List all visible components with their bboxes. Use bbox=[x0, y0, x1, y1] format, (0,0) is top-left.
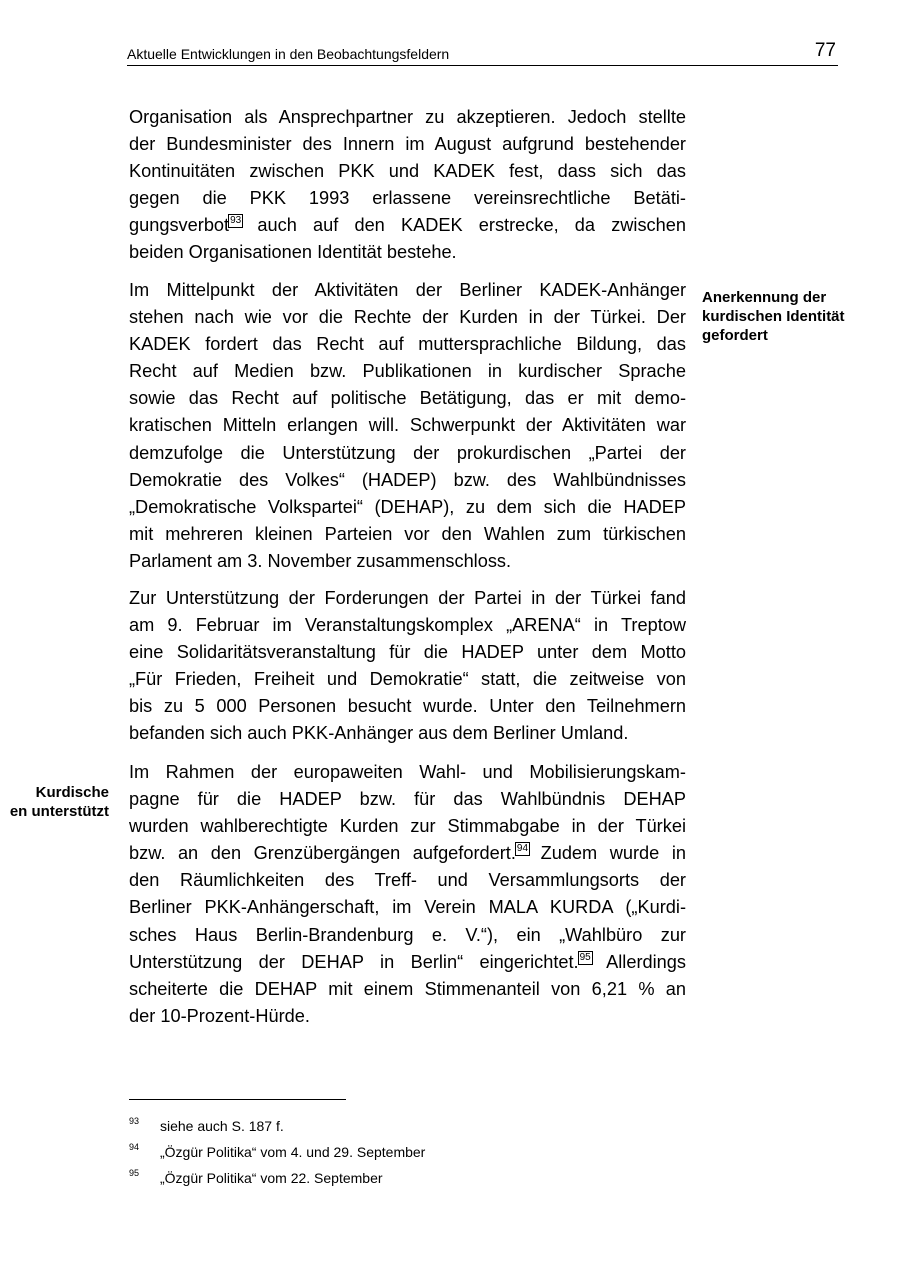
footnote-text: siehe auch S. 187 f. bbox=[160, 1118, 284, 1134]
footnote-reference[interactable]: 94 bbox=[516, 843, 529, 855]
text-line: scheiterte die DEHAP mit einem Stimmenanteil von 6,21 % an bbox=[129, 978, 686, 999]
footnote-reference[interactable]: 95 bbox=[579, 951, 591, 963]
footnote-text: „Özgür Politika“ vom 22. September bbox=[160, 1170, 383, 1186]
footnote-number: 94 bbox=[129, 1142, 140, 1152]
text-line: eine Solidaritätsveranstaltung für die HADEP unter dem Motto bbox=[129, 642, 686, 663]
text-line: wurden wahlberechtigte Kurden zur Stimmabgabe in der Türkei bbox=[129, 816, 686, 837]
paragraph-4 bbox=[129, 759, 686, 1030]
text-line bbox=[129, 949, 686, 976]
margin-note-line: kurdischen Identität bbox=[702, 308, 845, 325]
footnote-number: 93 bbox=[129, 1116, 140, 1126]
margin-note-line: en unterstützt bbox=[9, 803, 109, 820]
text-line: der Bundesminister des Innern im August aufgrund bestehender bbox=[129, 134, 686, 155]
text-line: sowie das Recht auf politische Betätigung, das er mit demo- bbox=[129, 388, 686, 409]
text-line: „Demokratische Volkspartei“ (DEHAP), zu dem sich die HADEP bbox=[129, 496, 686, 517]
paragraph-3 bbox=[129, 585, 686, 748]
text-line: beiden Organisationen Identität bestehe. bbox=[129, 242, 457, 263]
text-segment: Unterstützung der DEHAP in Berlin“ eingerichtet. bbox=[129, 951, 579, 972]
text-line bbox=[129, 212, 686, 239]
margin-note-support bbox=[10, 783, 109, 821]
text-segment: auch auf den KADEK erstrecke, da zwischen bbox=[241, 215, 686, 236]
text-line bbox=[129, 840, 686, 867]
text-segment: Zudem wurde in bbox=[528, 843, 686, 864]
text-line: Im Mittelpunkt der Aktivitäten der Berliner KADEK-Anhänger bbox=[129, 280, 686, 300]
text-line: Demokratie des Volkes“ (HADEP) bzw. des Wahlbündnisses bbox=[129, 469, 686, 490]
text-line: bis zu 5 000 Personen besucht wurde. Unter den Teilnehmern bbox=[129, 696, 686, 717]
text-line: sches Haus Berlin-Brandenburg e. V.“), ein „Wahlbüro zur bbox=[129, 924, 686, 945]
footnote-number: 95 bbox=[129, 1168, 140, 1178]
text-segment: Allerdings bbox=[590, 951, 686, 972]
paragraph-1 bbox=[129, 104, 686, 267]
text-line: stehen nach wie vor die Rechte der Kurden in der Türkei. Der bbox=[129, 307, 686, 328]
text-line: gegen die PKK 1993 erlassene vereinsrechtliche Betäti- bbox=[129, 188, 686, 209]
page-number: 77 bbox=[814, 40, 836, 61]
text-line: Parlament am 3. November zusammenschloss. bbox=[129, 550, 512, 571]
margin-note-line: Anerkennung der bbox=[702, 289, 827, 306]
paragraph-2 bbox=[129, 277, 686, 575]
text-line: kratischen Mitteln erlangen will. Schwerpunkt der Aktivitäten war bbox=[129, 415, 686, 436]
text-line: Organisation als Ansprechpartner zu akzeptieren. Jedoch stellte bbox=[129, 107, 686, 127]
margin-note-identity bbox=[702, 288, 845, 345]
footnote-reference[interactable]: 93 bbox=[230, 215, 242, 227]
text-line: der 10-Prozent-Hürde. bbox=[129, 1005, 310, 1026]
text-line: Zur Unterstützung der Forderungen der Partei in der Türkei fand bbox=[129, 588, 686, 608]
text-line: Im Rahmen der europaweiten Wahl- und Mobilisierungskam- bbox=[129, 762, 686, 782]
text-line: Berliner PKK-Anhängerschaft, im Verein MALA KURDA („Kurdi- bbox=[129, 897, 686, 918]
footnote-divider bbox=[129, 1099, 346, 1100]
running-header bbox=[127, 38, 838, 66]
header-title: Aktuelle Entwicklungen in den Beobachtungsfeldern bbox=[127, 46, 450, 62]
text-line: mit mehreren kleinen Parteien vor den Wahlen zum türkischen bbox=[129, 523, 686, 544]
text-line: Kontinuitäten zwischen PKK und KADEK fest, dass sich das bbox=[129, 161, 686, 182]
text-line: den Räumlichkeiten des Treff- und Versammlungsorts der bbox=[129, 870, 686, 891]
margin-note-line: Kurdische bbox=[35, 784, 109, 801]
text-line: pagne für die HADEP bzw. für das Wahlbündnis DEHAP bbox=[129, 789, 686, 810]
text-segment: bzw. an den Grenzübergängen aufgefordert. bbox=[129, 843, 516, 864]
text-line: „Für Frieden, Freiheit und Demokratie“ statt, die zeitweise von bbox=[129, 669, 686, 690]
text-line: demzufolge die Unterstützung der prokurdischen „Partei der bbox=[129, 442, 686, 463]
margin-note-line: gefordert bbox=[702, 327, 768, 344]
footnote-text: „Özgür Politika“ vom 4. und 29. September bbox=[160, 1144, 426, 1160]
text-line: KADEK fordert das Recht auf muttersprachliche Bildung, das bbox=[129, 334, 686, 355]
text-segment: gungsverbot bbox=[129, 215, 230, 236]
text-line: Recht auf Medien bzw. Publikationen in kurdischer Sprache bbox=[129, 361, 686, 382]
text-line: am 9. Februar im Veranstaltungskomplex „ARENA“ in Treptow bbox=[129, 615, 686, 636]
text-line: befanden sich auch PKK-Anhänger aus dem Berliner Umland. bbox=[129, 723, 629, 744]
